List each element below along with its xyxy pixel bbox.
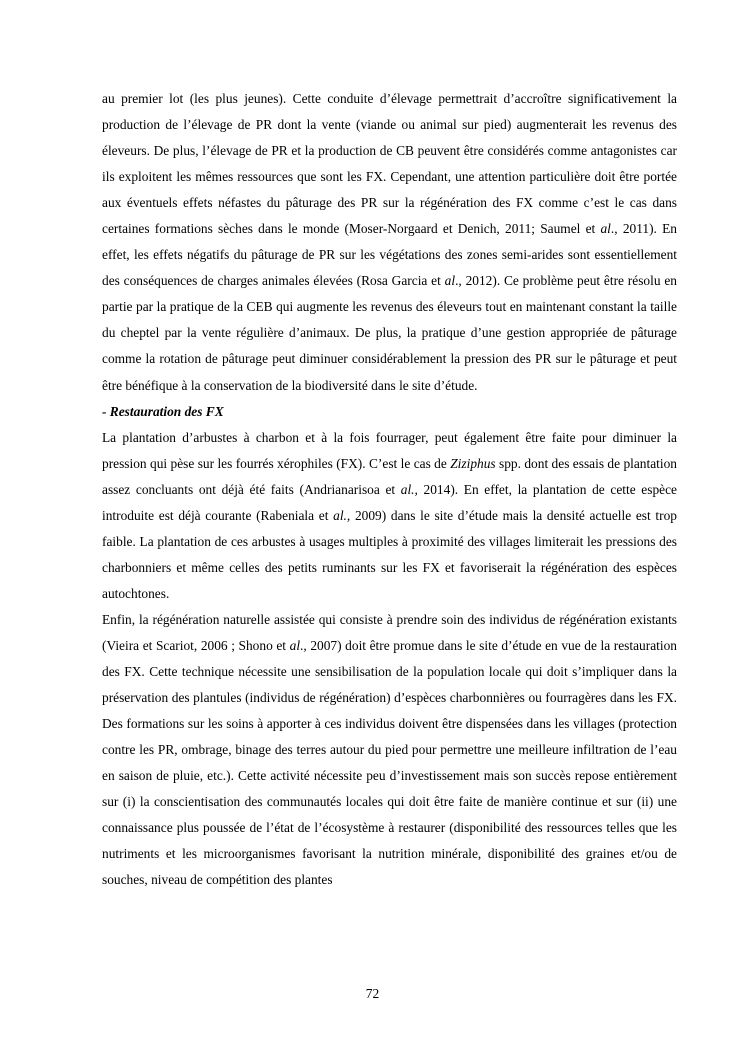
paragraph-text: La plantation d’arbustes à charbon et à la fois fourrager, peut également être faite pour diminuer la pression qui pèse sur les fourrés xérophiles (FX). C’est le cas de (102, 429, 677, 471)
paragraph-text: 2014). En effet, la plantation de cette espèce introduite est déjà courante (Rabeniala et (102, 481, 677, 523)
paragraph-text: ., 2011). En effet, les effets négatifs du pâturage de PR sur les végétations des zones semi-arides sont essentiellement des conséquences de charges animales élevées (Rosa Garcia et (102, 221, 677, 289)
paragraph-grazing-management (102, 86, 677, 399)
italic-species-name: Ziziphus (450, 455, 496, 471)
paragraph-text: ., 2007) doit être promue dans le site d’étude en vue de la restauration des FX. Cette technique nécessite une sensibilisation de la population locale qui doit s’impliquer dans la préservation des plantules (individus de régénération) d’espèces charbonnières ou fourragères dans les FX. Des formations sur les soins à apporter à ces individus doivent être dispensées dans les villages (protection contre les PR, ombrage, binage des terres autour du pied pour permettre une meilleure infiltration de l’eau en saison de pluie, etc.). Cette activité nécessite peu d’investissement mais son succès repose entièrement sur (i) la conscientisation des communautés locales qui doit être faite de manière continue et sur (ii) une connaissance plus poussée de l’état de l’écosystème à restaurer (disponibilité des ressources telles que les nutriments et les microorganismes favorisant la nutrition minérale, disponibilité des graines et/ou de souches, niveau de compétition des plantes (102, 637, 677, 888)
page-number: 72 (365, 986, 380, 1001)
section-heading: - Restauration des FX (102, 403, 224, 419)
paragraph-assisted-regeneration (102, 607, 677, 894)
page-body (102, 86, 677, 893)
italic-al: al (600, 221, 611, 237)
paragraph-text: ., 2012). Ce problème peut être résolu en partie par la pratique de la CEB qui augmente les revenus des éleveurs tout en maintenant constant la taille du cheptel par la vente régulière d’animaux. De plus, la pratique d’une gestion appropriée de pâturage comme la rotation de pâturage peut diminuer considérablement la pression des PR sur le pâturage et peut être bénéfique à la conservation de la biodiversité dans le site d’étude. (102, 273, 677, 393)
italic-al: al., (333, 507, 351, 523)
italic-al: al (444, 273, 456, 289)
paragraph-text: spp. dont des essais de plantation assez concluants ont déjà été faits (Andrianarisoa et (102, 455, 678, 497)
paragraph-text: au premier lot (les plus jeunes). Cette conduite d’élevage permettrait d’accroître significativement la production de l’élevage de PR dont la vente (viande ou animal sur pied) augmenterait les revenus des éleveurs. De plus, l’élevage de PR et la production de CB peuvent être considérés comme antagonistes car ils exploitent les mêmes ressources que sont les FX. Cependant, une attention particulière doit être portée aux éventuels effets néfastes du pâturage des PR sur la régénération des FX comme c’est le cas dans certaines formations sèches dans le monde (Moser-Norgaard et Denich, 2011; Saumel et (102, 91, 677, 237)
paragraph-text: 2009) dans le site d’étude mais la densité actuelle est trop faible. La plantation de ces arbustes à usages multiples à proximité des villages limiterait les pressions des charbonniers et même celles des petits ruminants sur les FX et favoriserait la régénération des espèces autochtones. (102, 507, 677, 601)
italic-al: al., (400, 481, 418, 497)
paragraph-text: Enfin, la régénération naturelle assistée qui consiste à prendre soin des individus de régénération existants (Vieira et Scariot, 2006 ; Shono et (102, 611, 677, 653)
italic-al: al (289, 637, 301, 653)
paragraph-shrub-plantation (102, 425, 677, 607)
